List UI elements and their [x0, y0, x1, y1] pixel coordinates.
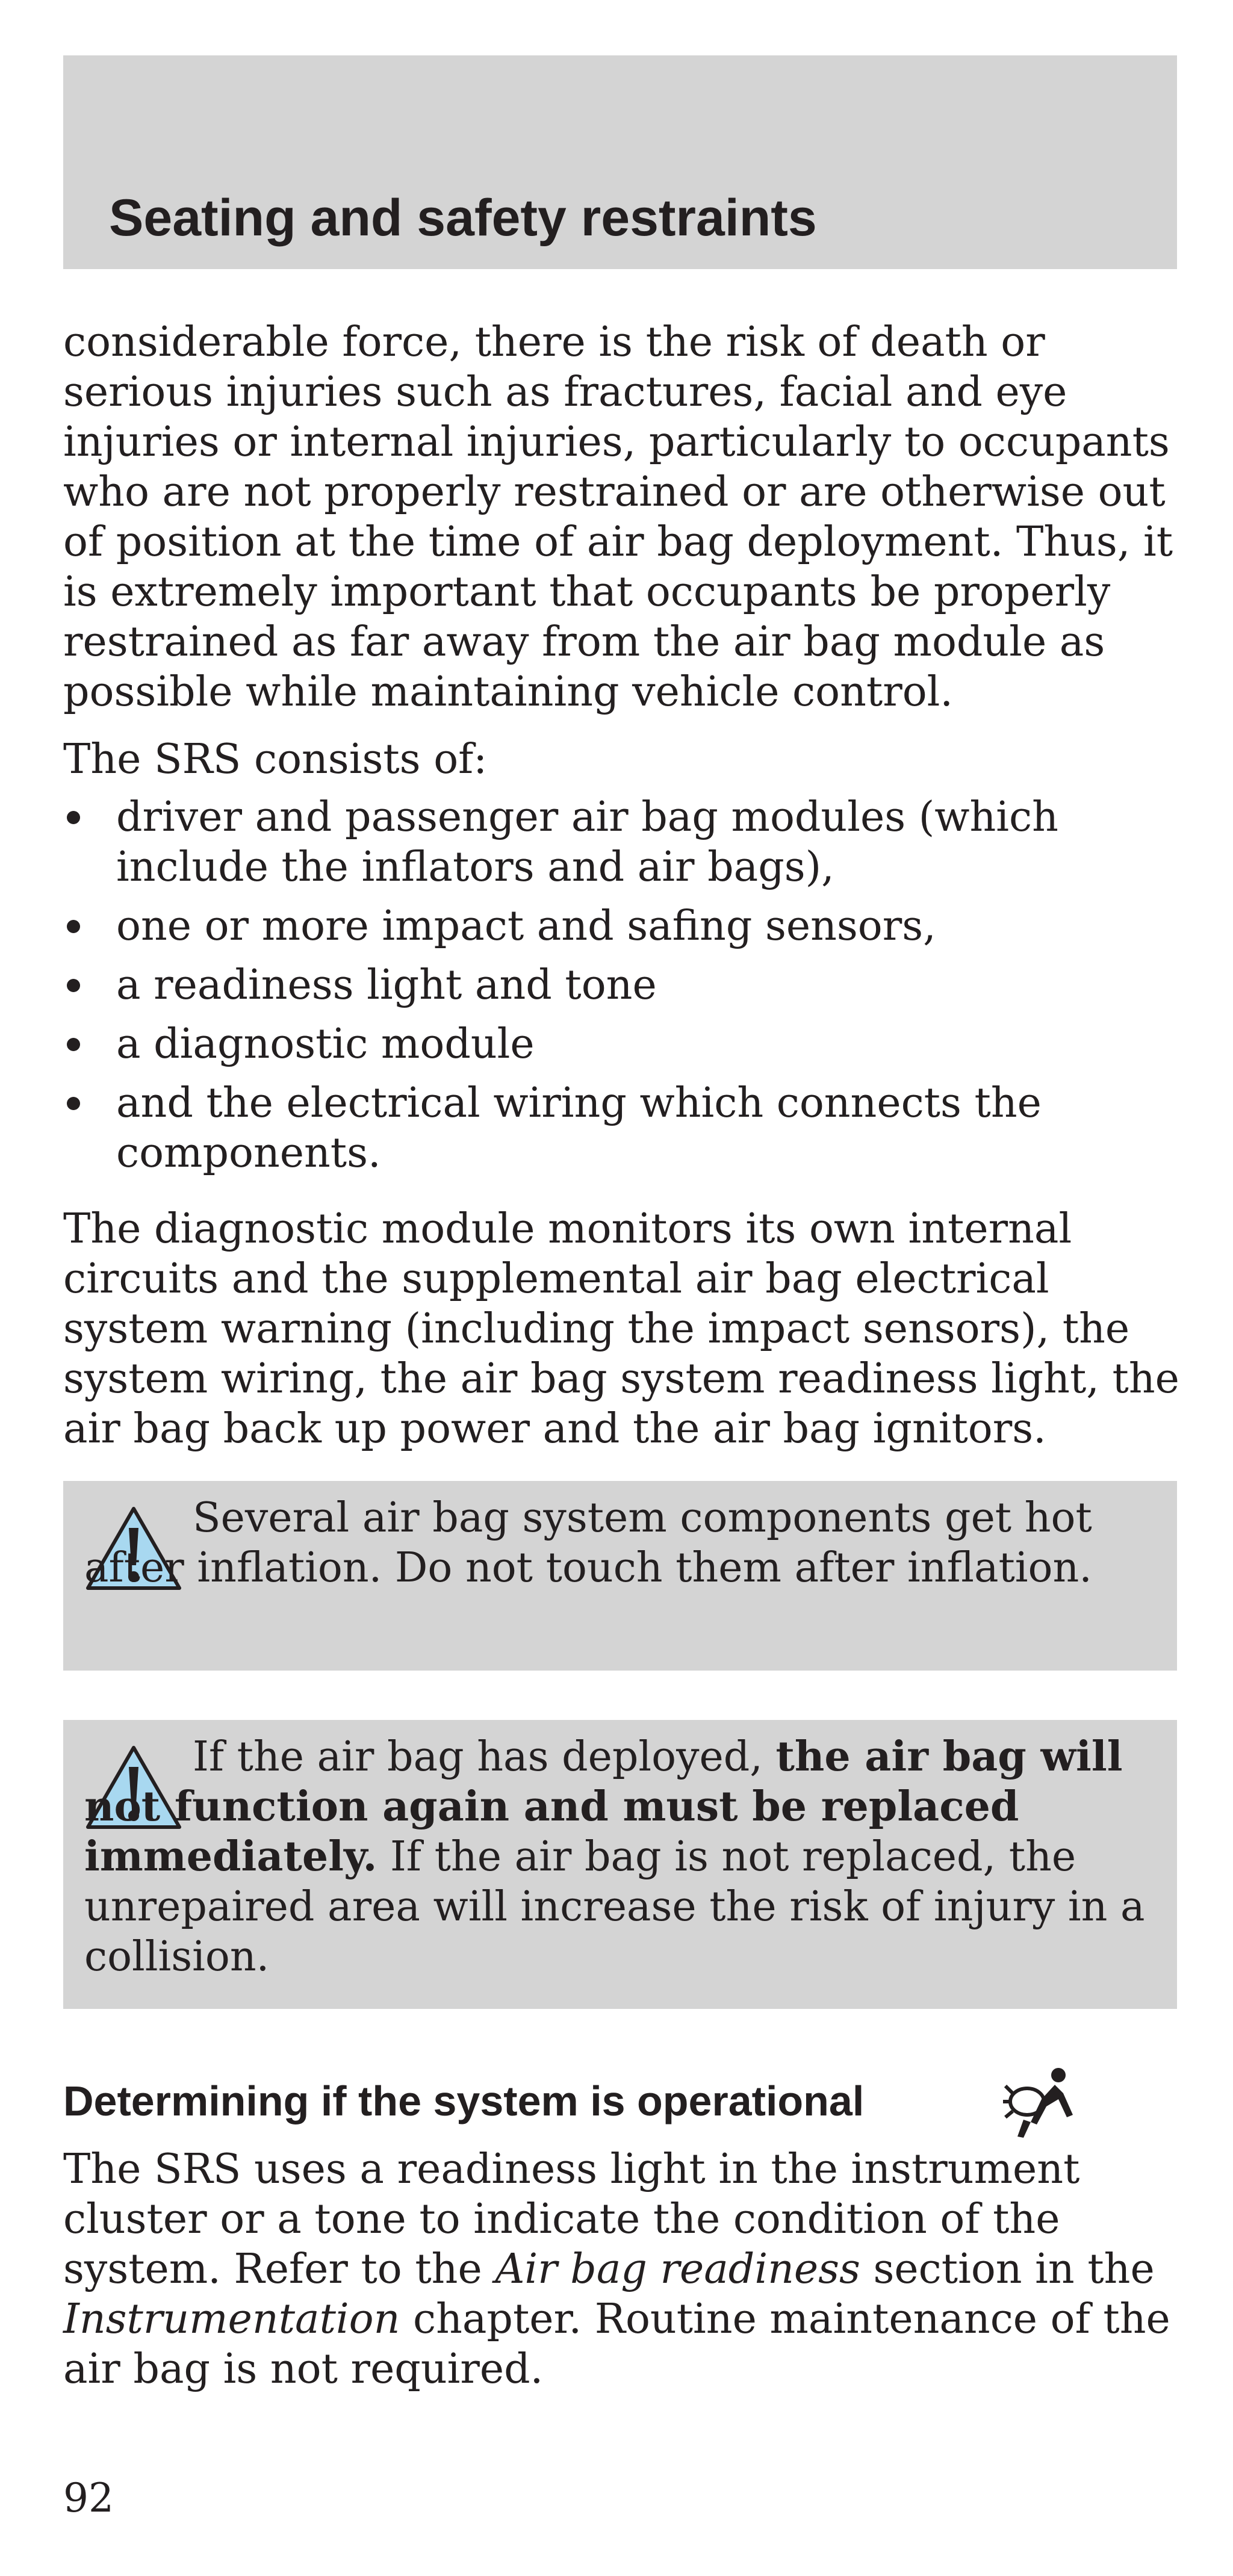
list-item [63, 960, 1183, 1010]
warning-deployed-before: If the air bag has deployed, [193, 1733, 776, 1781]
chapter-title: Seating and safety restraints [109, 189, 817, 247]
warning-deployed-after: If the air bag is not replaced, the unrepaired area will increase the risk of injury in a collision. [84, 1833, 1145, 1981]
operational-italic-1: Air bag readiness [495, 2245, 860, 2293]
list-item-text: a diagnostic module [116, 1020, 535, 1068]
srs-component-list [63, 792, 1183, 1187]
bullet [67, 979, 80, 992]
page-number: 92 [63, 2475, 114, 2521]
chapter-header [63, 55, 1177, 269]
section-heading: Determining if the system is operational [63, 2078, 865, 2124]
list-item-text: driver and passenger air bag modules (which include the inflators and air bags), [116, 793, 1058, 891]
warning-hot-text: Several air bag system components get hot after inflation. Do not touch them after inflation. [84, 1494, 1092, 1592]
warning-text-deployed [84, 1732, 1162, 1982]
srs-intro: The SRS consists of: [63, 736, 488, 783]
operational-italic-2: Instrumentation [63, 2295, 400, 2343]
warning-box-hot [63, 1481, 1177, 1671]
list-item-text: a readiness light and tone [116, 961, 657, 1009]
list-item [63, 901, 1183, 951]
airbag-readiness-icon [999, 2062, 1078, 2140]
list-item-text: and the electrical wiring which connects the components. [116, 1079, 1042, 1177]
list-item-text: one or more impact and safing sensors, [116, 902, 936, 950]
operational-text-2: section in the [860, 2245, 1155, 2293]
warning-box-deployed [63, 1720, 1177, 2009]
bullet [67, 811, 80, 824]
operational-paragraph [63, 2144, 1183, 2394]
bullet [67, 1097, 80, 1110]
warning-deployed-bold: the air bag will not function again and must be replaced immediately. [84, 1733, 1123, 1881]
operational-text-3: chapter. Routine maintenance of the air bag is not required. [63, 2295, 1170, 2393]
operational-text-1: The SRS uses a readiness light in the instrument cluster or a tone to indicate the condition of the system. Refer to the [63, 2146, 1080, 2293]
bullet [67, 920, 80, 933]
intro-paragraph: considerable force, there is the risk of death or serious injuries such as fractures, facial and eye injuries or internal injuries, particularly to occupants who are not properly restrained or are otherwise out of position at the time of air bag deployment. Thus, it is extremely important that occupants be properly restrained as far away from the air bag module as possible while maintaining vehicle control. [63, 318, 1173, 716]
monitor-paragraph: The diagnostic module monitors its own internal circuits and the supplemental air bag electrical system warning (including the impact sensors), the system wiring, the air bag system readiness light, the air bag back up power and the air bag ignitors. [63, 1205, 1179, 1453]
list-item [63, 1019, 1183, 1069]
list-item [63, 1078, 1183, 1178]
warning-text-hot [84, 1493, 1162, 1593]
bullet [67, 1038, 80, 1051]
list-item [63, 792, 1183, 892]
